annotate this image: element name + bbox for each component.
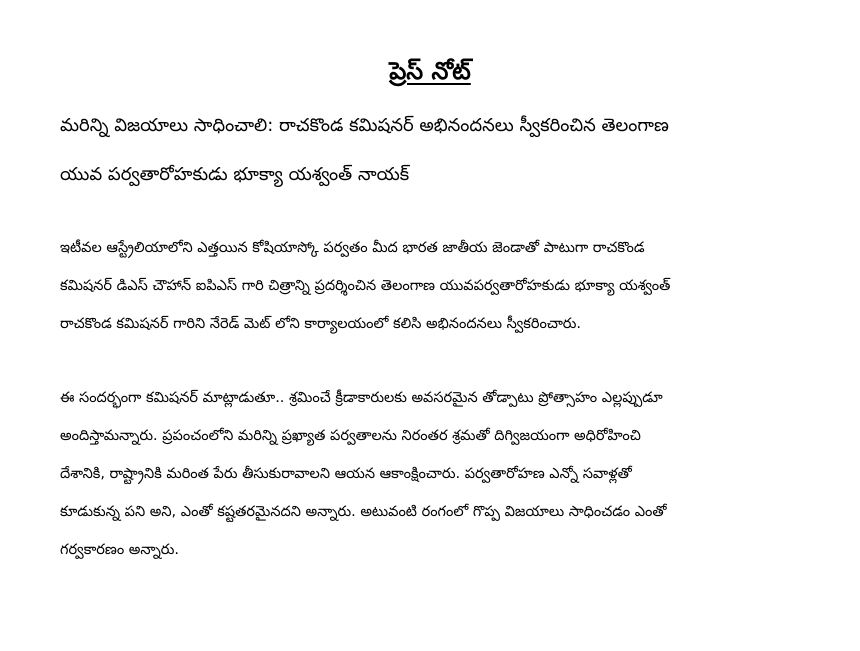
- paragraph-line: ఇటీవల ఆస్ట్రేలియాలోని ఎత్తయిన కోషియాస్కో పర్వతం మీద భారత జాతీయ జెండాతో పాటుగా రాచకొండ: [60, 240, 645, 256]
- document-title: ప్రెస్ నోట్: [389, 57, 471, 85]
- paragraph-line: కమిషనర్ డిఎస్ చౌహాన్ ఐపిఎస్ గారి చిత్రాన్ని ప్రదర్శించిన తెలంగాణ యువపర్వతారోహకుడు భూక్యా యశ్వంత్: [60, 278, 671, 294]
- headline-line-2: యువ పర్వతారోహకుడు భూక్యా యశ్వంత్ నాయక్: [60, 164, 410, 185]
- paragraph-2: [60, 379, 800, 569]
- headline: [60, 114, 800, 187]
- paragraph-line: గర్వకారణం అన్నారు.: [60, 542, 179, 558]
- paragraph-line: దేశానికి, రాష్ట్రానికి మరింత పేరు తీసుకురావాలని ఆయన ఆకాంక్షించారు. పర్వతారోహణ ఎన్నో సవాళ్లతో: [60, 466, 632, 482]
- paragraph-1: [60, 229, 800, 343]
- paragraph-line: కూడుకున్న పని అని, ఎంతో కష్టతరమైనదని అన్నారు. అటువంటి రంగంలో గొప్ప విజయాలు సాధించడం ఎంతో: [60, 504, 667, 520]
- headline-line-1: మరిన్ని విజయాలు సాధించాలి: రాచకొండ కమిషనర్ అభినందనలు స్వీకరించిన తెలంగాణ: [60, 115, 669, 136]
- paragraph-line: రాచకొండ కమిషనర్ గారిని నేరెడ్ మెట్ లోని కార్యాలయంలో కలిసి అభినందనలు స్వీకరించారు.: [60, 316, 582, 332]
- paragraph-line: అందిస్తామన్నారు. ప్రపంచంలోని మరిన్ని ప్రఖ్యాత పర్వతాలను నిరంతర శ్రమతో దిగ్విజయంగా అధిరోహించి: [60, 428, 641, 444]
- paragraph-line: ఈ సందర్భంగా కమిషనర్ మాట్లాడుతూ.. శ్రమించే క్రీడాకారులకు అవసరమైన తోడ్పాటు ప్రోత్సాహం ఎల్లప్పుడూ: [60, 390, 663, 406]
